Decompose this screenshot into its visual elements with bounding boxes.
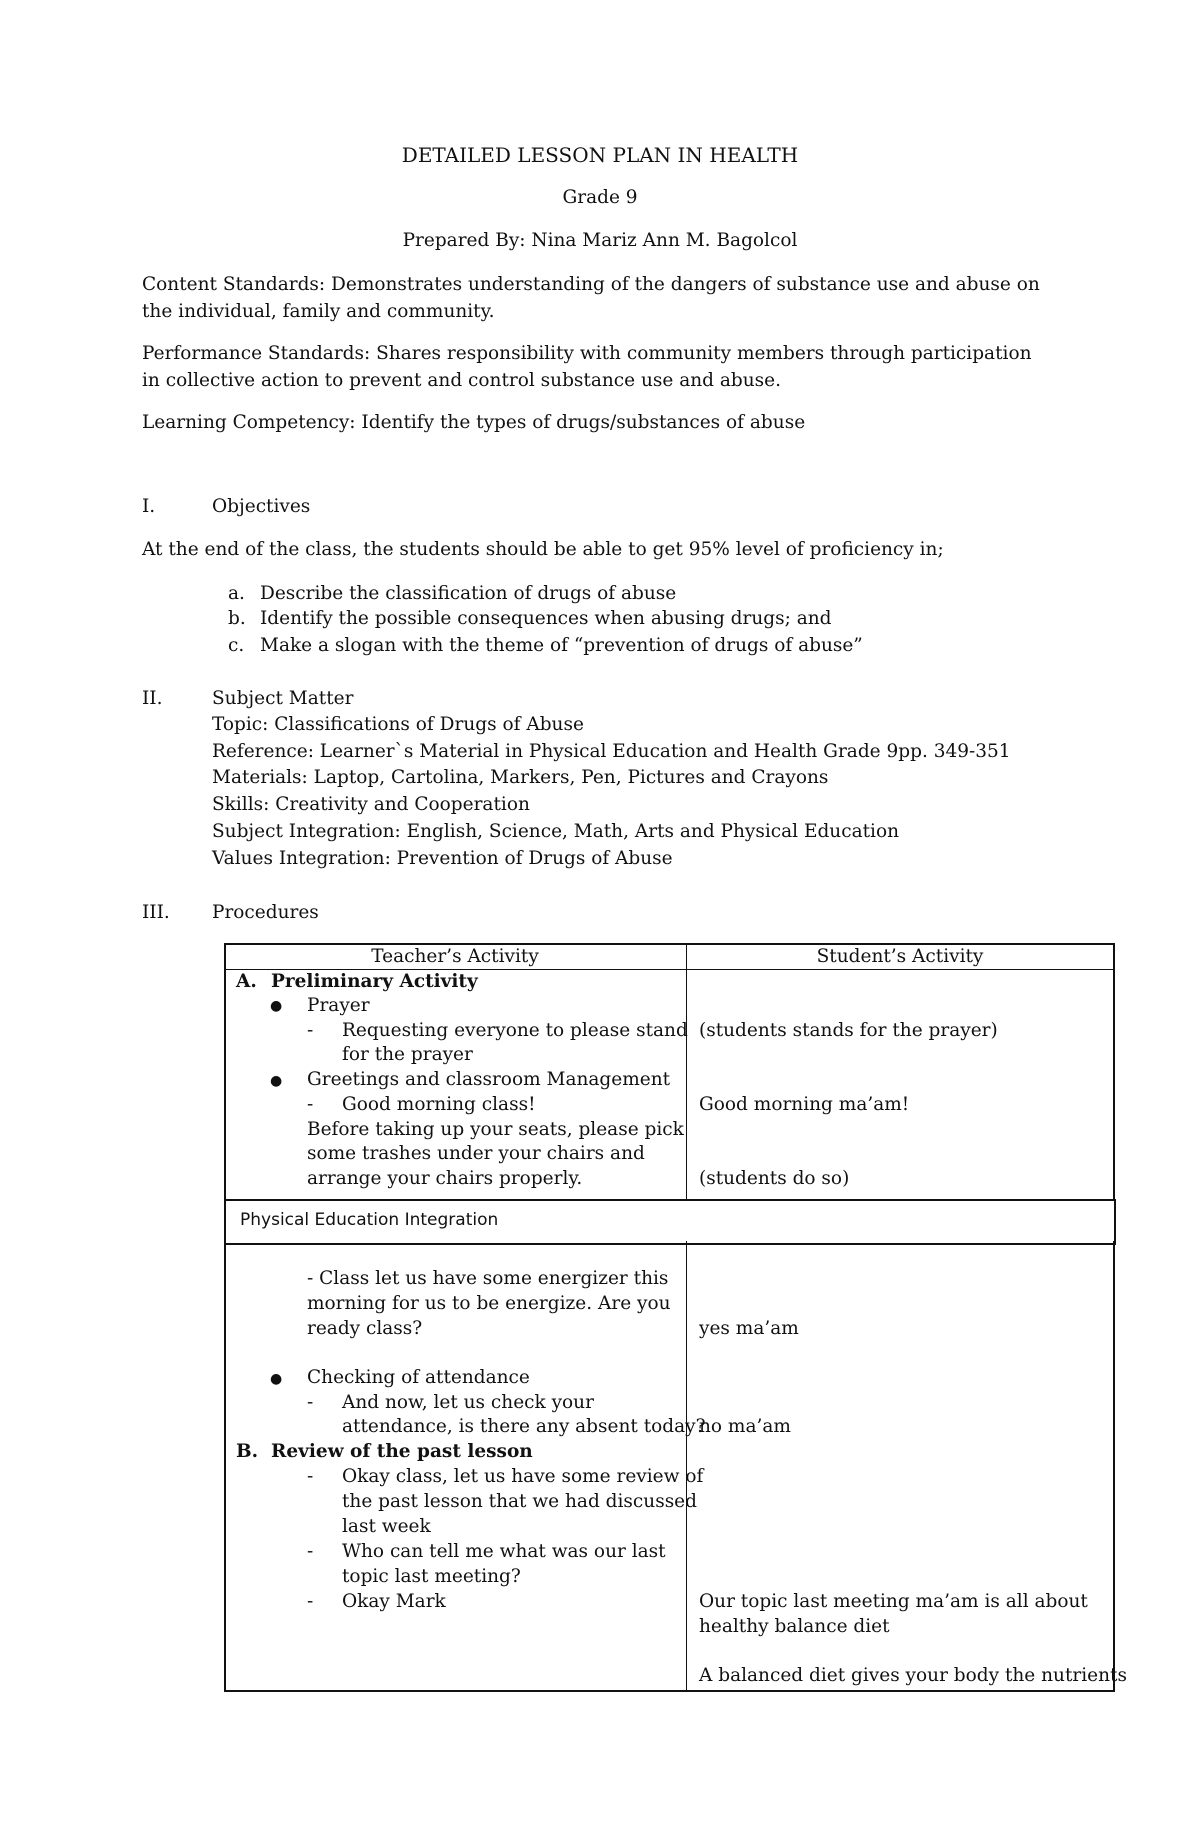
prayer-line-1: Requesting everyone to please stand [342,1020,688,1041]
student-good-morning: Good morning ma’am! [699,1094,910,1115]
energizer-line-1: - Class let us have some energizer this [307,1268,669,1289]
section-a-title: Preliminary Activity [271,971,478,992]
table-border-left-lower [224,1241,226,1692]
objective-marker: b. [228,608,246,629]
section-a-marker: A. [236,971,257,992]
column-header-student: Student’s Activity [816,946,984,967]
table-border-top [224,943,1115,945]
objective-text: Make a slogan with the theme of “prevention of drugs of abuse” [260,635,863,656]
table-border-right-lower [1113,1241,1115,1692]
student-balanced-diet: A balanced diet gives your body the nutrients [699,1665,1127,1686]
prepared-by: Prepared By: Nina Mariz Ann M. Bagolcol [402,230,798,251]
table-border-left-upper [224,943,226,1200]
objective-marker: a. [228,583,245,604]
last-topic-line-1: Who can tell me what was our last [342,1541,666,1562]
student-topic-line-1: Our topic last meeting ma’am is all about [699,1591,1088,1612]
review-line-3: last week [342,1516,431,1537]
prayer-label: Prayer [307,995,370,1016]
dash-icon: - [307,1392,314,1413]
content-standards: Content Standards: Demonstrates understanding of the dangers of substance use and abuse on the individual, family and community. [142,274,1040,322]
objectives-heading: Objectives [212,496,311,517]
seats-line-2: some trashes under your chairs and [307,1143,645,1164]
table-column-divider-upper [686,943,687,1200]
good-morning-teacher: Good morning class! [342,1094,536,1115]
performance-standards: Performance Standards: Shares responsibility with community members through participation in collective action to prevent and control substance use and abuse. [142,343,1032,391]
table-border-bottom [224,1690,1115,1692]
dash-icon: - [307,1591,314,1612]
subject-matter-values: Values Integration: Prevention of Drugs of Abuse [212,848,673,869]
attendance-line-1: And now, let us check your [342,1392,594,1413]
procedures-heading: Procedures [212,902,319,923]
subject-matter-reference: Reference: Learner`s Material in Physical Education and Health Grade 9pp. 349-351 [212,741,1011,762]
review-line-1: Okay class, let us have some review of [342,1466,704,1487]
grade-label: Grade 9 [562,187,638,208]
table-border-right-upper [1113,943,1115,1200]
bullet-icon: ● [270,1073,283,1089]
subject-matter-materials: Materials: Laptop, Cartolina, Markers, Pen, Pictures and Crayons [212,767,829,788]
dash-icon: - [307,1020,314,1041]
greetings-label: Greetings and classroom Management [307,1069,671,1090]
prayer-line-2: for the prayer [342,1044,473,1065]
objectives-intro: At the end of the class, the students should be able to get 95% level of proficiency in; [142,539,944,560]
dash-icon: - [307,1541,314,1562]
subject-matter-topic: Topic: Classifications of Drugs of Abuse [212,714,584,735]
section-b-marker: B. [236,1441,259,1462]
last-topic-line-2: topic last meeting? [342,1566,521,1587]
subject-matter-integration: Subject Integration: English, Science, Math, Arts and Physical Education [212,821,900,842]
section-b-title: Review of the past lesson [271,1441,533,1462]
attendance-label: Checking of attendance [307,1367,530,1388]
okay-mark: Okay Mark [342,1591,446,1612]
subject-matter-heading: Subject Matter [212,688,354,709]
bullet-icon: ● [270,998,283,1014]
column-header-teacher: Teacher’s Activity [371,946,539,967]
objective-text: Identify the possible consequences when abusing drugs; and [260,608,832,629]
objective-text: Describe the classification of drugs of abuse [260,583,677,604]
energizer-line-3: ready class? [307,1318,423,1339]
subject-matter-skills: Skills: Creativity and Cooperation [212,794,530,815]
document-title: DETAILED LESSON PLAN IN HEALTH [401,143,799,167]
dash-icon: - [307,1466,314,1487]
dash-icon: - [307,1094,314,1115]
student-no: no ma’am [699,1416,791,1437]
student-prayer: (students stands for the prayer) [699,1020,998,1041]
objective-marker: c. [228,635,245,656]
pe-integration-label: Physical Education Integration [240,1210,499,1230]
energizer-line-2: morning for us to be energize. Are you [307,1293,671,1314]
table-header-divider [224,969,1115,970]
seats-line-1: Before taking up your seats, please pick [307,1119,684,1140]
student-do-so: (students do so) [699,1168,850,1189]
subject-matter-numeral: II. [142,688,163,709]
seats-line-3: arrange your chairs properly. [307,1168,583,1189]
review-line-2: the past lesson that we had discussed [342,1491,697,1512]
student-topic-line-2: healthy balance diet [699,1616,890,1637]
procedures-numeral: III. [142,902,170,923]
attendance-line-2: attendance, is there any absent today? [342,1416,706,1437]
objectives-numeral: I. [142,496,156,517]
student-yes: yes ma’am [699,1318,799,1339]
bullet-icon: ● [270,1371,283,1387]
learning-competency: Learning Competency: Identify the types of drugs/substances of abuse [142,412,806,433]
